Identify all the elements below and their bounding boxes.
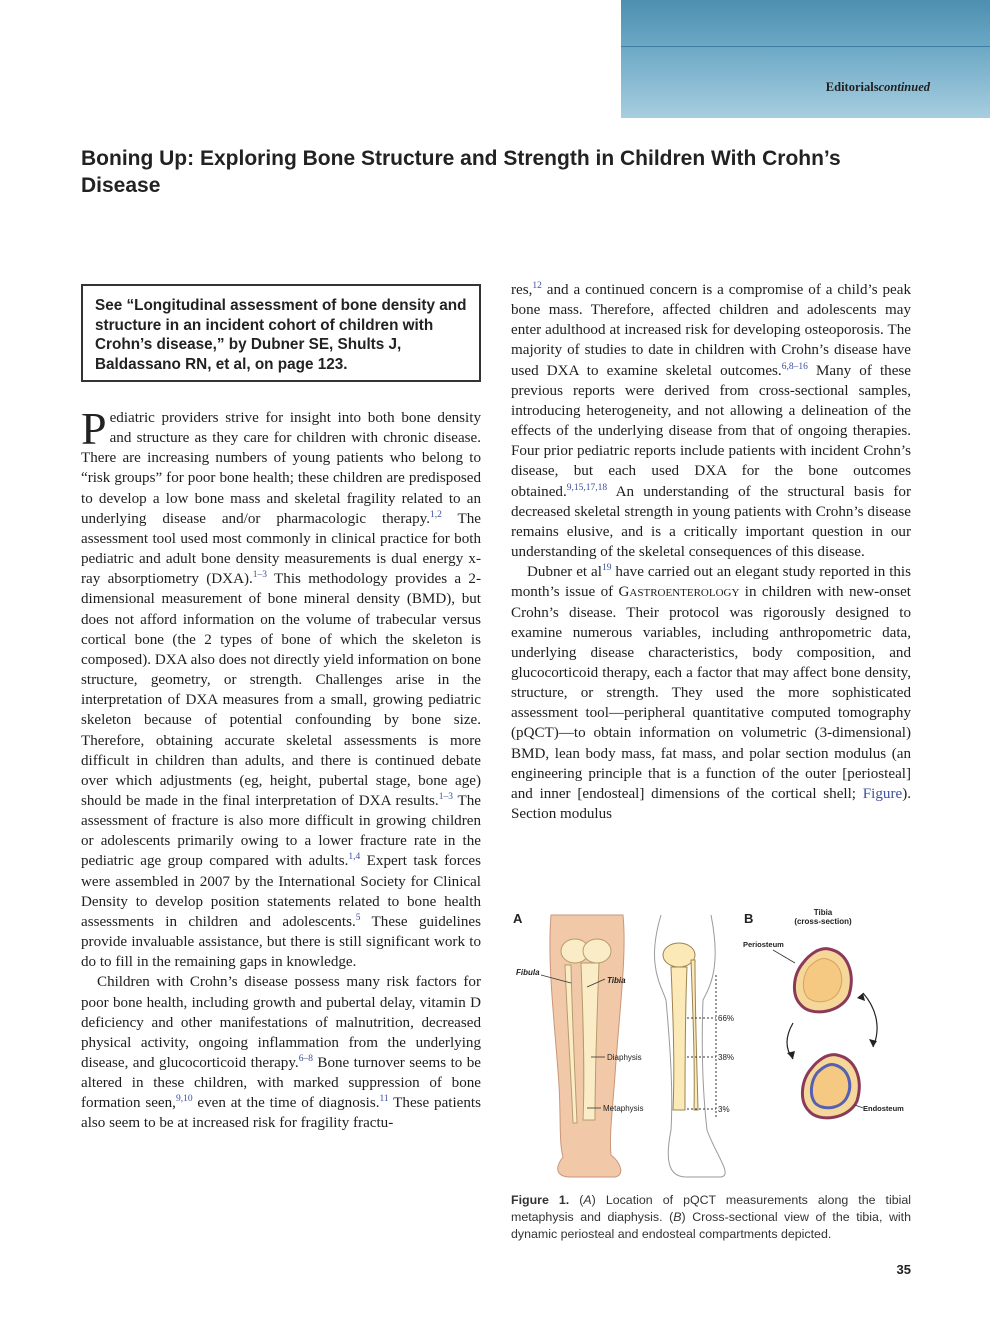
panel-b-label: B: [744, 911, 754, 926]
cross-section-title: Tibia: [813, 908, 833, 917]
citation[interactable]: 19: [601, 563, 612, 574]
paragraph: Pediatric providers strive for insight into both bone density and structure as they care for children with chronic disease. There are increasing numbers of young patients who belong to “risk groups” for poor bone health; these children are predisposed to develop a low bone mass and skeletal fragility related to an underlying disease and/or pharmacologic therapy.$^{1,2}$ The assessment tool used most commonly in clinical practice for both pediatric and adult bone density measurements is dual energy x-ray absorptiometry (DXA).$^{1-3}$ This methodology provides a 2-dimensional measurement of bone mineral density (BMD), but does not afford information on the volume of trabecular versus cortical bone (the 2 types of bone of which the skeleton is composed). DXA also does not directly yield information on bone structure, geometry, or strength. Challenges arise in the interpretation of DXA measures from a small, growing pediatric skeleton because of potential confounding by bone size. Therefore, obtaining accurate skeletal assessments is more difficult in children than adults, and there is continued debate over which adjustments (eg, height, pubertal stage, bone age) should be made in the final interpretation of DXA results.$^{1-3}$ The assessment of fracture is also more difficult in growing children or adolescents primarily owing to a lower fracture rate in the pediatric age group compared with adults.$^{1,4}$ Expert task forces were assembled in 2007 by the International Society for Clinical Density to develop position statements related to bone health assessments in children and adolescents.$^5$ These guidelines provide invaluable assistance, but there is still significant work to do to fill in the remaining gaps in knowledge.: [81, 403, 482, 971]
citation[interactable]: 6,8–16: [781, 361, 808, 372]
citation[interactable]: 1,2: [430, 509, 442, 520]
cross-section-subtitle: (cross-section): [794, 917, 852, 926]
figure-caption: Figure 1. (A) Location of pQCT measurements along the tibial metaphysis and diaphysis. (B) Cross-sectional view of the tibia, with dynamic periosteal and endosteal compartments depicted.: [511, 1193, 912, 1241]
citation[interactable]: 6–8: [298, 1054, 313, 1064]
citation[interactable]: 1–3: [438, 791, 453, 802]
header-rule: [621, 46, 990, 47]
figure-1: [511, 905, 911, 1180]
right-column: [511, 280, 911, 824]
fibula-label: Fibula: [516, 968, 540, 977]
citation[interactable]: 11: [379, 1094, 389, 1105]
panel-a-label: A: [513, 911, 523, 926]
citation[interactable]: 9,10: [175, 1094, 193, 1105]
diaphysis-label: Diaphysis: [607, 1053, 642, 1062]
article-title: Boning Up: Exploring Bone Structure and Strength in Children With Crohn’s Disease: [81, 147, 841, 197]
section-tag: [826, 80, 930, 95]
continued-label: continued: [878, 80, 930, 94]
related-article-text[interactable]: See “Longitudinal assessment of bone density and structure in an incident cohort of children with Crohn’s disease,” by Dubner SE, Shults J, Baldassano RN, et al, on page 123.: [95, 297, 467, 373]
figure-link[interactable]: Figure: [862, 785, 903, 802]
page-number: 35: [896, 1262, 911, 1277]
citation[interactable]: 1–3: [252, 570, 268, 581]
journal-name: Gastroenterology: [618, 584, 740, 601]
citation[interactable]: 5: [355, 912, 361, 923]
drop-cap: P: [81, 403, 107, 454]
endosteum-label: Endosteum: [863, 1104, 904, 1113]
left-column: [81, 403, 482, 1134]
tibia-label: Tibia: [607, 976, 626, 985]
pct-66-label: 66%: [718, 1014, 735, 1023]
section-name: Editorials: [825, 80, 879, 94]
citation[interactable]: 1,4: [348, 852, 361, 863]
paragraph: Children with Crohn’s disease possess many risk factors for poor bone health, including growth and pubertal delay, vitamin D deficiency and other manifestations of malnutrition, decreased physical activity, ongoing inflammation from the underlying disease, and glucocorticoid therapy.$^{6-8}$ Bone turnover seems to be altered in these children, with marked suppression of bone formation seen,$^{9,10}$ even at the time of diagnosis.$^{11}$ These patients also seem to be at increased risk for fragility fractu-: [81, 974, 481, 1132]
pct-38-label: 38%: [718, 1053, 735, 1062]
figure-caption-label: Figure 1.: [511, 1193, 570, 1207]
header-band: [621, 0, 990, 118]
citation[interactable]: 12: [532, 281, 542, 291]
metaphysis-label: Metaphysis: [603, 1104, 644, 1113]
pct-3-label: 3%: [718, 1105, 730, 1114]
citation[interactable]: 9,15,17,18: [566, 482, 608, 493]
related-article-box: [81, 284, 481, 382]
paragraph: res,$^{12}$ and a continued concern is a compromise of a child’s peak bone mass. Therefore, affected children and adolescents may enter adulthood at increased risk for developing osteoporosis. The majority of studies to date in children with Crohn’s disease have used DXA to examine skeletal outcomes.$^{6,8-16}$ Many of these previous reports were derived from cross-sectional samples, introducing heterogeneity, and not allowing a delineation of the effects of the underlying disease from that of ongoing therapies. Four prior pediatric reports include patients with incident Crohn’s disease, but each used DXA for the bone outcomes obtained.$^{9,15,17,18}$ An understanding of the structural basis for decreased skeletal strength in young patients with Crohn’s disease remains elusive, and is a critically important question in our understanding of the skeletal consequences of this disease.: [511, 281, 911, 561]
periosteum-label: Periosteum: [743, 940, 784, 949]
paragraph: Dubner et $al^{19}$ have carried out an elegant study reported in this month’s issue of Gastroenterology in children with new-onset Crohn’s disease. Their protocol was rigorously designed to examine numerous variables, including anthropometric data, underlying disease characteristics, body composition, and glucocorticoid therapy, each a factor that may affect bone density, structure, or strength. They used the more sophisticated assessment tool—peripheral quantitative computed tomography (pQCT)—to obtain information on volumetric (3-dimensional) BMD, lean body mass, fat mass, and polar section modulus (an engineering principle that is a function of the outer [periosteal] and inner [endosteal] dimensions of the cortical shell; Figure). Section modulus: [511, 563, 911, 823]
